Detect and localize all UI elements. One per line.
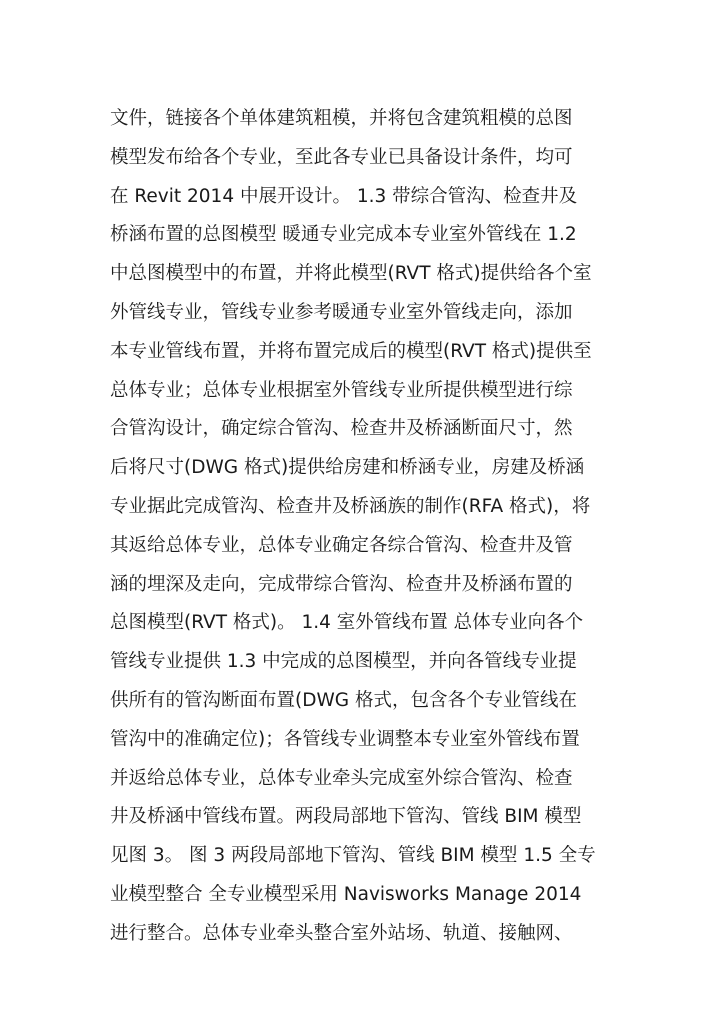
- text-line: 本专业管线布置，并将布置完成后的模型(RVT 格式)提供至: [110, 340, 592, 362]
- text-line: 管沟中的准确定位)；各管线专业调整本专业室外管线布置: [110, 728, 580, 750]
- text-line: 后将尺寸(DWG 格式)提供给房建和桥涵专业，房建及桥涵: [110, 457, 585, 479]
- text-line: 其返给总体专业，总体专业确定各综合管沟、检查井及管: [110, 534, 573, 556]
- text-line: 并返给总体专业，总体专业牵头完成室外综合管沟、检查: [110, 767, 573, 789]
- text-line: 中总图模型中的布置，并将此模型(RVT 格式)提供给各个室: [110, 263, 592, 285]
- text-line: 总体专业；总体专业根据室外管线专业所提供模型进行综: [110, 379, 573, 401]
- text-line: 进行整合。总体专业牵头整合室外站场、轨道、接触网、: [110, 922, 573, 944]
- text-line: 合管沟设计，确定综合管沟、检查井及桥涵断面尺寸，然: [110, 418, 573, 440]
- text-line: 业模型整合 全专业模型采用 Navisworks Manage 2014: [110, 883, 582, 905]
- text-line: 供所有的管沟断面布置(DWG 格式，包含各个专业管线在: [110, 689, 577, 711]
- text-line: 模型发布给各个专业，至此各专业已具备设计条件，均可: [110, 146, 573, 168]
- text-line: 专业据此完成管沟、检查井及桥涵族的制作(RFA 格式)，将: [110, 495, 591, 517]
- text-line: 井及桥涵中管线布置。两段局部地下管沟、管线 BIM 模型: [110, 806, 582, 828]
- text-line: 总图模型(RVT 格式)。 1.4 室外管线布置 总体专业向各个: [110, 612, 584, 634]
- text-line: 桥涵布置的总图模型 暖通专业完成本专业室外管线在 1.2: [110, 224, 577, 246]
- text-line: 在 Revit 2014 中展开设计。 1.3 带综合管沟、检查井及: [110, 185, 578, 207]
- body-text: [110, 100, 620, 954]
- text-line: 文件，链接各个单体建筑粗模，并将包含建筑粗模的总图: [110, 108, 573, 129]
- text-line: 管线专业提供 1.3 中完成的总图模型，并向各管线专业提: [110, 651, 577, 673]
- text-line: 外管线专业，管线专业参考暖通专业室外管线走向，添加: [110, 301, 573, 323]
- text-line: 涵的埋深及走向，完成带综合管沟、检查井及桥涵布置的: [110, 573, 573, 595]
- text-line: 见图 3。 图 3 两段局部地下管沟、管线 BIM 模型 1.5 全专: [110, 845, 596, 867]
